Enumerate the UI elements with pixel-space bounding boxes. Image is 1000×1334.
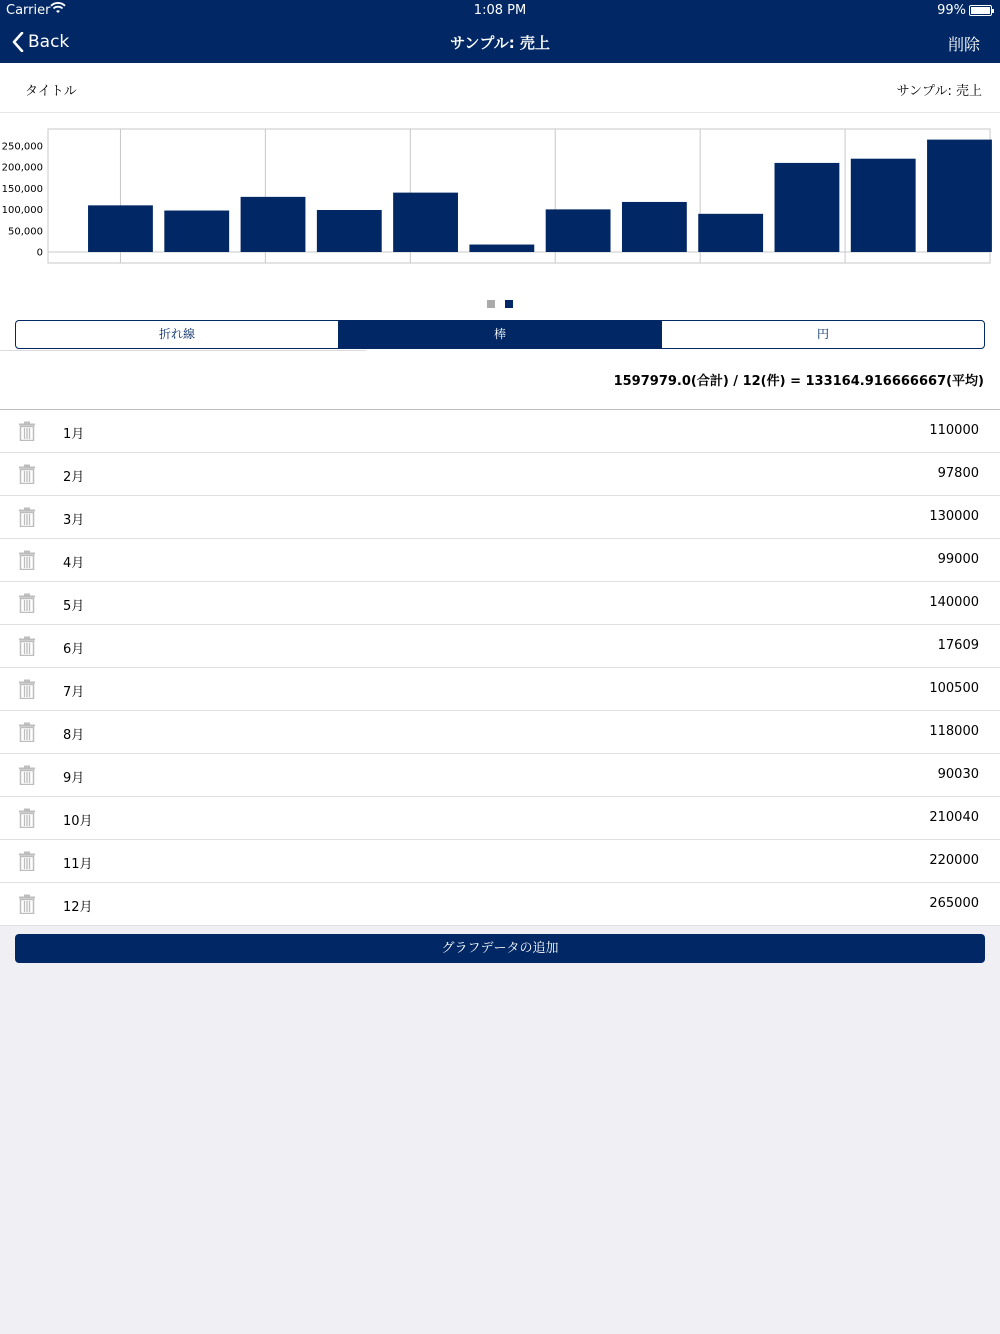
add-graph-data-button[interactable]: グラフデータの追加 (15, 934, 985, 963)
navigation-bar (0, 0, 1000, 63)
battery-icon (969, 5, 992, 16)
trash-icon[interactable] (18, 636, 36, 656)
segment-line[interactable]: 折れ線 (158, 327, 195, 341)
row-month: 11月 (63, 857, 93, 872)
row-month: 1月 (63, 427, 85, 442)
bar (88, 205, 153, 252)
delete-button[interactable]: 削除 (947, 35, 980, 54)
row-month: 6月 (63, 642, 85, 657)
list-item[interactable] (0, 496, 1000, 539)
page-dot-2[interactable] (505, 300, 513, 308)
row-value: 97800 (937, 466, 979, 481)
back-label: Back (28, 32, 70, 52)
bar (622, 202, 687, 252)
list-item[interactable] (0, 410, 1000, 453)
list-item[interactable] (0, 668, 1000, 711)
row-value: 17609 (937, 638, 979, 653)
row-month: 12月 (63, 900, 93, 915)
trash-icon[interactable] (18, 593, 36, 613)
summary-row (0, 350, 1000, 410)
status-time: 1:08 PM (473, 3, 527, 18)
bar (469, 245, 534, 252)
bar (851, 159, 916, 252)
title-label: タイトル (25, 84, 77, 99)
trash-icon[interactable] (18, 421, 36, 441)
bar (927, 140, 992, 252)
page-title: サンプル: 売上 (450, 34, 550, 52)
list-item[interactable] (0, 582, 1000, 625)
y-tick-label: 100,000 (1, 205, 43, 217)
row-value: 90030 (937, 767, 979, 782)
list-item[interactable] (0, 711, 1000, 754)
row-month: 4月 (63, 556, 85, 571)
row-month: 10月 (63, 814, 93, 829)
trash-icon[interactable] (18, 679, 36, 699)
divider (0, 350, 366, 351)
battery-percent: 99% (937, 3, 966, 18)
bar (775, 163, 840, 252)
carrier-label: Carrier (6, 3, 51, 18)
segment-bar[interactable]: 棒 (338, 321, 661, 348)
row-value: 118000 (929, 724, 979, 739)
chart-container (0, 113, 1000, 350)
title-row[interactable] (0, 63, 1000, 113)
title-value: サンプル: 売上 (896, 84, 982, 99)
row-month: 7月 (63, 685, 85, 700)
row-month: 2月 (63, 470, 85, 485)
y-tick-label: 0 (36, 247, 43, 259)
status-bar (0, 0, 1000, 20)
row-value: 265000 (929, 896, 979, 911)
row-month: 8月 (63, 728, 85, 743)
list-item[interactable] (0, 625, 1000, 668)
chart-type-segmented-control[interactable] (15, 320, 985, 349)
trash-icon[interactable] (18, 765, 36, 785)
trash-icon[interactable] (18, 851, 36, 871)
y-tick-label: 150,000 (1, 183, 43, 195)
row-value: 220000 (929, 853, 979, 868)
list-item[interactable] (0, 539, 1000, 582)
row-value: 140000 (929, 595, 979, 610)
trash-icon[interactable] (18, 894, 36, 914)
row-month: 5月 (63, 599, 85, 614)
row-value: 210040 (929, 810, 979, 825)
list-item[interactable] (0, 883, 1000, 926)
bar (698, 214, 763, 252)
y-tick-label: 50,000 (8, 226, 43, 238)
list-item[interactable] (0, 840, 1000, 883)
row-value: 130000 (929, 509, 979, 524)
list-item[interactable] (0, 754, 1000, 797)
row-value: 100500 (929, 681, 979, 696)
data-list (0, 410, 1000, 926)
page-indicator[interactable] (0, 293, 1000, 303)
row-value: 99000 (937, 552, 979, 567)
trash-icon[interactable] (18, 464, 36, 484)
bar (317, 210, 382, 252)
list-item[interactable] (0, 453, 1000, 496)
trash-icon[interactable] (18, 722, 36, 742)
list-item[interactable] (0, 797, 1000, 840)
segment-pie[interactable]: 円 (661, 321, 984, 348)
page-dot-1[interactable] (487, 300, 495, 308)
trash-icon[interactable] (18, 507, 36, 527)
row-month: 9月 (63, 771, 85, 786)
trash-icon[interactable] (18, 808, 36, 828)
row-value: 110000 (929, 423, 979, 438)
bar (164, 211, 229, 252)
bar-chart[interactable] (0, 113, 1000, 283)
trash-icon[interactable] (18, 550, 36, 570)
summary-text: 1597979.0(合計) / 12(件) = 133164.916666667(平均) (613, 374, 984, 389)
bar (241, 197, 306, 252)
bar (546, 209, 611, 252)
bar (393, 193, 458, 252)
y-tick-label: 200,000 (1, 162, 43, 174)
row-month: 3月 (63, 513, 85, 528)
y-tick-label: 250,000 (1, 141, 43, 153)
